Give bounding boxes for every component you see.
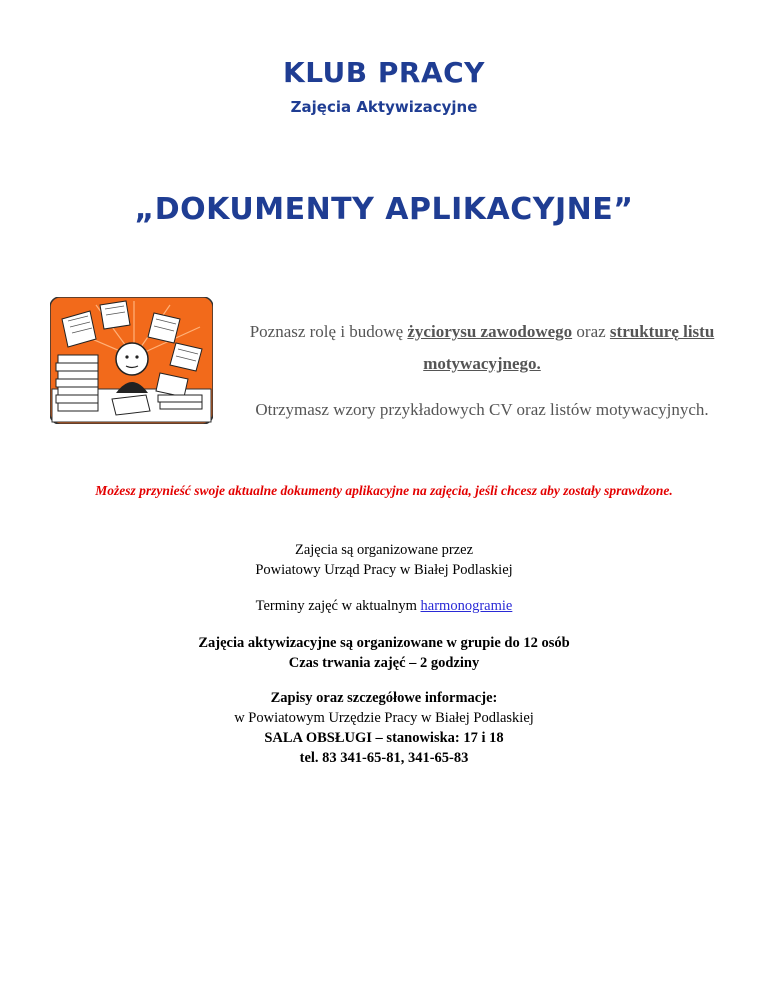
topic-heading: „DOKUMENTY APLIKACYJNE”: [134, 192, 634, 227]
intro-line2: Otrzymasz wzory przykładowych CV oraz listów motywacyjnych.: [255, 400, 709, 419]
intro-line1-mid: oraz: [572, 322, 610, 341]
schedule-block: [0, 596, 768, 616]
cover-letter-emphasis: strukturę listu motywacyjnego.: [423, 322, 715, 373]
schedule-text: Terminy zajęć w aktualnym: [255, 598, 421, 614]
organizer-line2: Powiatowy Urząd Pracy w Białej Podlaskiej: [255, 562, 513, 578]
contact-location: w Powiatowym Urzędzie Pracy w Białej Podlaskiej: [234, 710, 534, 726]
group-size-text: Zajęcia aktywizacyjne są organizowane w grupie do 12 osób: [198, 635, 570, 651]
schedule-link[interactable]: harmonogramie: [420, 598, 513, 614]
contact-phone: tel. 83 341-65-81, 341-65-83: [299, 750, 469, 766]
intro-line1-pre: Poznasz rolę i budowę: [249, 322, 408, 341]
notice-text: Możesz przynieść swoje aktualne dokumenty aplikacyjne na zajęcia, jeśli chcesz aby zostały sprawdzone.: [95, 483, 673, 498]
contact-heading: Zapisy oraz szczegółowe informacje:: [270, 690, 498, 706]
duration-text: Czas trwania zajęć – 2 godziny: [288, 655, 480, 671]
paperwork-illustration-icon: [50, 297, 213, 424]
details-block: [0, 633, 768, 673]
organizer-line1: Zajęcia są organizowane przez: [294, 542, 474, 558]
contact-block: [0, 688, 768, 768]
intro-text: [222, 316, 742, 426]
cv-emphasis: życiorysu zawodowego: [407, 322, 573, 341]
contact-room: SALA OBSŁUGI – stanowiska: 17 i 18: [264, 730, 504, 746]
page-subtitle: Zajęcia Aktywizacyjne: [290, 98, 478, 116]
page-title: KLUB PRACY: [283, 56, 485, 89]
organizer-block: [0, 540, 768, 580]
